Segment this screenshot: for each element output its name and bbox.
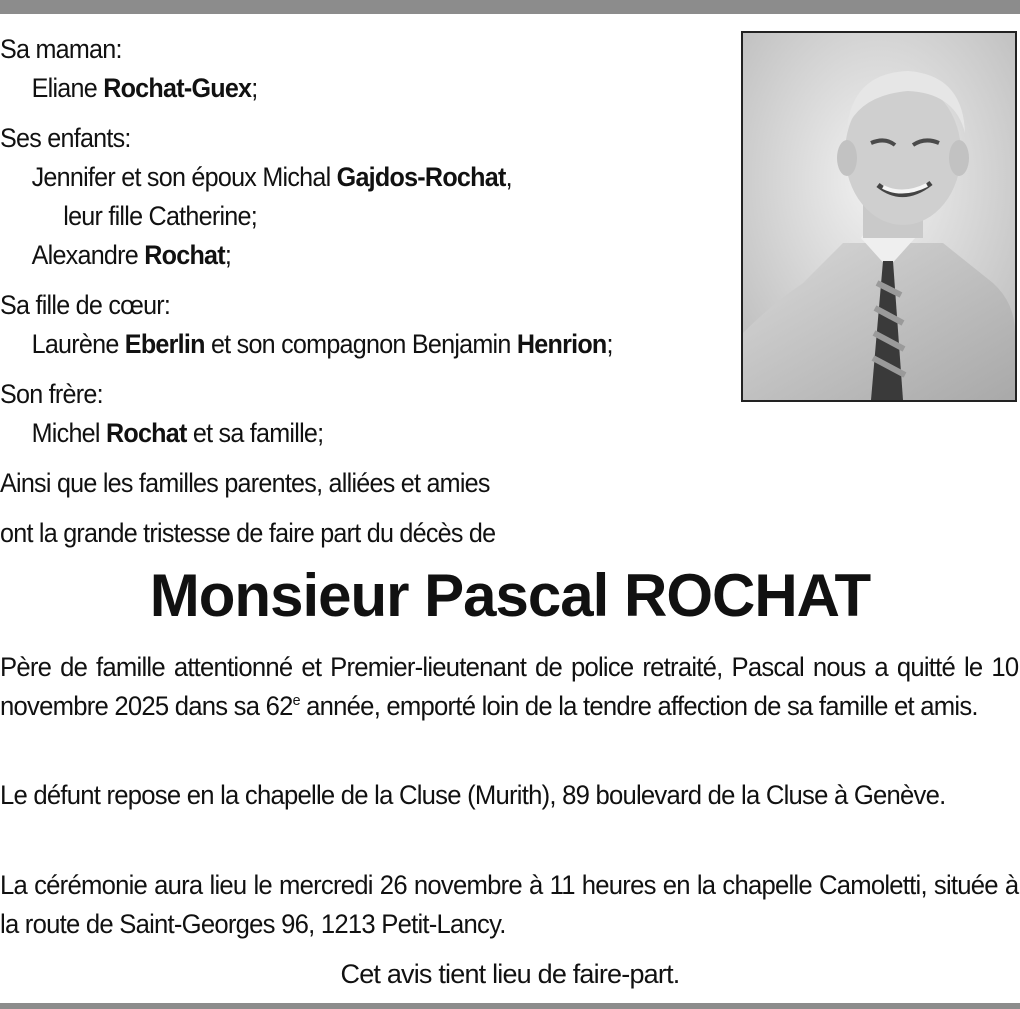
tristesse-line: ont la grande tristesse de faire part du décès de <box>0 518 496 548</box>
frere-entry: Michel Rochat et sa famille; <box>31 418 324 448</box>
footer-note: Cet avis tient lieu de faire-part. <box>340 959 680 989</box>
enfants-heading: Ses enfants: <box>0 123 131 153</box>
maman-heading: Sa maman: <box>0 34 122 64</box>
enfant-2-entry: Alexandre Rochat; <box>31 240 232 270</box>
bottom-rule <box>0 1003 1020 1009</box>
compagnon-last-name: Henrion <box>516 329 607 359</box>
maman-entry: Eliane Rochat-Guex; <box>31 73 258 103</box>
ordinal-superscript: e <box>292 692 300 709</box>
deceased-name: Monsieur Pascal ROCHAT <box>149 562 871 629</box>
ainsi-que-line: Ainsi que les familles parentes, alliées et amies <box>0 468 490 498</box>
fille-coeur-last-name: Eberlin <box>124 329 205 359</box>
portrait-illustration <box>743 33 1015 400</box>
paragraph-repose: Le défunt repose en la chapelle de la Cluse (Murith), 89 boulevard de la Cluse à Genève. <box>0 780 946 810</box>
paragraph-ceremonie: La cérémonie aura lieu le mercredi 26 novembre à 11 heures en la chapelle Camoletti, située à la route de Saint-Georges 96, 1213 Petit-Lancy. <box>0 870 1019 939</box>
fille-coeur-entry: Laurène Eberlin et son compagnon Benjamin Henrion; <box>31 329 613 359</box>
enfant-2-last-name: Rochat <box>144 240 225 270</box>
enfant-1-entry: Jennifer et son époux Michal Gajdos-Rochat, <box>31 162 512 192</box>
family-list <box>0 30 730 553</box>
frere-last-name: Rochat <box>105 418 187 448</box>
enfant-1-last-name: Gajdos-Rochat <box>336 162 506 192</box>
petite-fille-entry: leur fille Catherine; <box>63 201 257 231</box>
paragraph-biography: Père de famille attentionné et Premier-lieutenant de police retraité, Pascal nous a quitté le 10 novembre 2025 dans sa 62e année, emporté loin de la tendre affection de sa famille et amis. <box>0 652 1019 721</box>
maman-last-name: Rochat-Guex <box>103 73 252 103</box>
fille-coeur-heading: Sa fille de cœur: <box>0 290 171 320</box>
frere-heading: Son frère: <box>0 379 103 409</box>
portrait-photo <box>741 31 1017 402</box>
top-rule <box>0 0 1020 14</box>
